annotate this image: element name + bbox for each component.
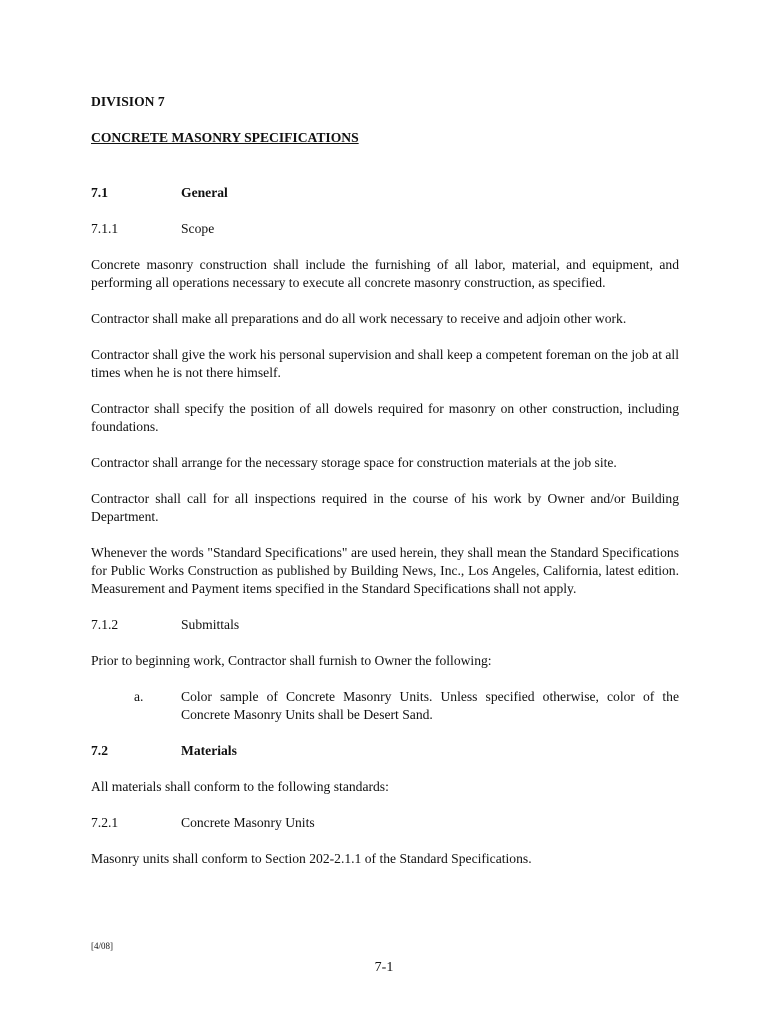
scope-paragraph: Concrete masonry construction shall include the furnishing of all labor, material, and equipment, and performing all operations necessary to execute all concrete masonry construction, as specified. <box>91 257 679 290</box>
section-number: 7.2 <box>91 743 108 758</box>
section-number: 7.1 <box>91 185 108 200</box>
section-7-1-2-heading <box>91 616 679 634</box>
section-7-1-heading <box>91 184 679 202</box>
section-number: 7.1.1 <box>91 221 119 236</box>
section-number: 7.2.1 <box>91 815 119 830</box>
section-title: Concrete Masonry Units <box>181 815 315 830</box>
scope-paragraph: Contractor shall call for all inspections required in the course of his work by Owner and/or Building Department. <box>91 491 679 524</box>
spec-title: CONCRETE MASONRY SPECIFICATIONS <box>91 130 359 145</box>
scope-paragraph: Contractor shall give the work his personal supervision and shall keep a competent foreman on the job at all times when he is not there himself. <box>91 347 679 380</box>
section-title: General <box>181 185 228 200</box>
list-item-text: Color sample of Concrete Masonry Units. Unless specified otherwise, color of the Concrete Masonry Units shall be Desert Sand. <box>181 689 679 722</box>
masonry-units-paragraph: Masonry units shall conform to Section 202-2.1.1 of the Standard Specifications. <box>91 851 532 866</box>
section-7-1-1-heading <box>91 220 679 238</box>
scope-paragraph: Contractor shall make all preparations and do all work necessary to receive and adjoin other work. <box>91 311 627 326</box>
revision-date: [4/08] <box>91 941 113 951</box>
materials-intro: All materials shall conform to the following standards: <box>91 779 389 794</box>
section-title: Submittals <box>181 617 240 632</box>
section-7-2-1-heading <box>91 814 679 832</box>
section-title: Scope <box>181 221 215 236</box>
division-heading: DIVISION 7 <box>91 94 165 109</box>
scope-paragraph: Contractor shall arrange for the necessary storage space for construction materials at the job site. <box>91 455 617 470</box>
section-number: 7.1.2 <box>91 617 119 632</box>
list-item-letter: a. <box>134 689 144 704</box>
page-number: 7-1 <box>374 960 394 975</box>
scope-paragraph: Whenever the words "Standard Specifications" are used herein, they shall mean the Standard Specifications for Public Works Construction as published by Building News, Inc., Los Angeles, California, latest edition. Measurement and Payment items specified in the Standard Specifications shall not apply. <box>91 545 679 596</box>
section-7-2-heading <box>91 742 679 760</box>
document-body <box>91 93 679 886</box>
section-title: Materials <box>181 743 237 758</box>
scope-paragraph: Contractor shall specify the position of all dowels required for masonry on other construction, including foundations. <box>91 401 679 434</box>
submittals-intro: Prior to beginning work, Contractor shall furnish to Owner the following: <box>91 653 492 668</box>
list-item <box>91 688 679 724</box>
